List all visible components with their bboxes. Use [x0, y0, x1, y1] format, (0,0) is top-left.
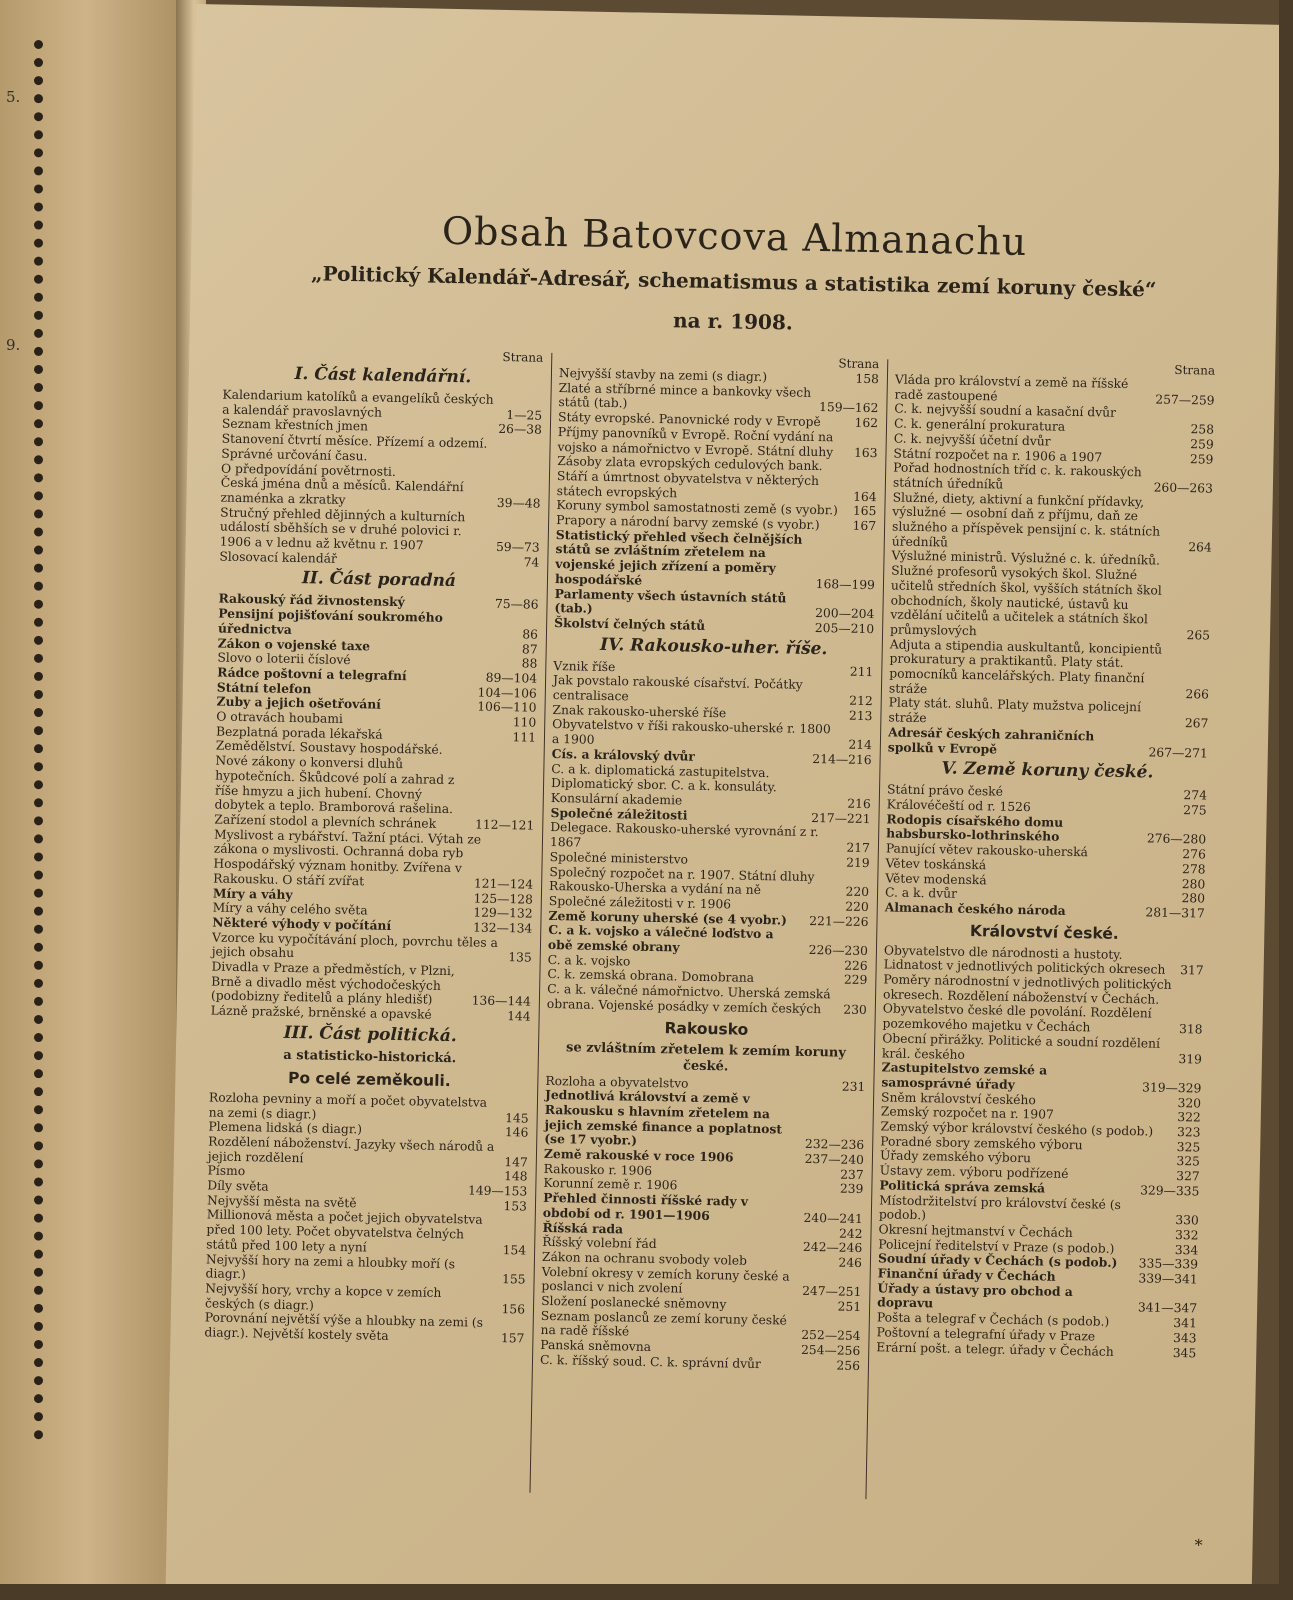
toc-entry-page: 164	[853, 489, 877, 504]
toc-entry-title: Zákon o vojenské taxe	[217, 635, 371, 654]
toc-entry-title: C. k. generální prokuratura	[893, 416, 1066, 434]
page-title: Obsah Batovcova Almanachu	[441, 208, 1028, 264]
toc-entry-title: Pořad hodnostních tříd c. k. rakouských státních úředníků	[892, 460, 1142, 492]
toc-entry-page: 104—106	[477, 685, 537, 701]
toc-entry-title: Státní rozpočet na r. 1906 a 1907	[893, 445, 1103, 464]
toc-list	[547, 659, 874, 1018]
toc-entry	[220, 505, 541, 555]
toc-entry-title: Poměry národnostní v jednotlivých politických okresech. Rozdělení náboženství v Čechách. Obyvatelstvo české dle povolání. Rozdělení pozemkového majetku v Čechách	[882, 972, 1172, 1035]
toc-entry-page: 232—236	[804, 1137, 865, 1153]
toc-entry	[206, 1208, 527, 1258]
toc-entry	[892, 490, 1213, 555]
toc-entry-title: Seznam křestních jmen	[221, 416, 369, 434]
toc-entry-title: Ústavy zem. výboru podřízené	[879, 1163, 1069, 1182]
toc-entry-title: Kalendarium katolíků a evangelíků českých a kalendář pravoslavných	[222, 387, 494, 420]
toc-entry-page: 257—259	[1155, 392, 1215, 408]
toc-entry-page: 237—240	[804, 1151, 865, 1168]
toc-entry-page: 275	[1183, 803, 1207, 818]
toc-entry-page: 214	[848, 737, 873, 753]
toc-entry-page: 341—347	[1137, 1300, 1198, 1316]
toc-entry-title: Školství čelných států	[554, 614, 706, 633]
toc-entry-title: Panující větev rakousko-uherská	[885, 841, 1089, 860]
toc-entry-title: Rádce poštovní a telegrafní	[217, 664, 407, 684]
toc-entry	[882, 972, 1203, 1037]
toc-entry-page: 213	[848, 708, 873, 723]
toc-entry-title: Díly světa	[207, 1178, 269, 1194]
toc-entry	[555, 528, 876, 593]
toc-entry-title: Státní právo české	[886, 782, 1004, 799]
toc-entry-page: 258	[1190, 422, 1215, 437]
toc-entry	[547, 982, 868, 1018]
toc-entry-title: Míry a váhy	[212, 884, 293, 902]
toc-list	[540, 1073, 866, 1373]
toc-entry-title: C. a k. dvůr	[884, 885, 958, 901]
page-year: na r. 1908.	[672, 308, 794, 335]
toc-entry-title: Poradné sbory zemského výboru	[880, 1134, 1083, 1152]
strana-label: Strana	[502, 349, 544, 365]
toc-entry-title: Pensijní pojišťování soukromého úřednictva	[217, 605, 444, 637]
toc-entry-page: 159—162	[818, 400, 879, 416]
toc-entry-page: 264	[1188, 539, 1212, 555]
section-heading: IV. Rakousko-uher. říše.	[599, 634, 828, 659]
toc-entry-title: Společné záležitosti	[550, 804, 688, 823]
toc-entry-title: Rakousko r. 1906	[543, 1161, 653, 1178]
toc-entry-title: C. k. nejvyšší účetní dvůr	[893, 431, 1051, 449]
toc-entry-title: Hospodářský význam honitby. Zvířena v Rakousku. O stáří zvířat	[213, 856, 463, 889]
toc-entry-title: Zákon na ochranu svobody voleb	[541, 1249, 748, 1268]
toc-entry-title: Delegace. Rakousko-uherské vyrovnání z r. 1867	[549, 820, 819, 850]
toc-list	[211, 592, 539, 1024]
toc-column-1	[204, 345, 543, 1347]
toc-entry-title: Panská sněmovna	[540, 1338, 652, 1355]
toc-entry-title: Platy stát. sluhů. Platy mužstva policejní stráže	[888, 695, 1142, 726]
toc-entry-title: Společné ministerstvo	[549, 849, 689, 867]
toc-column-2	[540, 351, 879, 1374]
toc-entry-page: 280	[1181, 891, 1206, 906]
page-edge	[0, 1584, 1293, 1600]
toc-entry-page: 267	[1184, 716, 1209, 731]
toc-entry-title: Stanovení čtvrtí měsíce. Přízemí a odzemí. Správné určování času.	[221, 431, 488, 464]
toc-entry-page: 89—104	[485, 670, 538, 686]
toc-entry-page: 247—251	[802, 1284, 862, 1300]
toc-entry-page: 276	[1182, 847, 1206, 862]
left-page-ornament	[8, 40, 43, 1440]
page-edge	[1279, 0, 1293, 1600]
toc-entry-title: Přehled činnosti říšské rady v období od r. 1901—1906	[542, 1190, 749, 1223]
strana-label: Strana	[1174, 362, 1216, 378]
toc-entry-page: 332	[1174, 1227, 1199, 1243]
toc-entry-title: Říšský volební řád	[542, 1235, 657, 1252]
toc-entry-page: 216	[847, 796, 871, 812]
toc-entry-page: 156	[501, 1301, 526, 1317]
toc-entry-page: 148	[503, 1169, 528, 1184]
toc-entry-title: Seznam poslanců ze zemí koruny české na radě říšské	[540, 1308, 788, 1340]
toc-entry-page: 322	[1177, 1110, 1201, 1125]
toc-entry-page: 265	[1186, 628, 1211, 643]
toc-entry-page: 240—241	[803, 1210, 863, 1226]
toc-entry-title: Slosovací kalendář	[219, 549, 337, 566]
toc-list	[554, 366, 879, 637]
toc-entry-page: 327	[1176, 1169, 1200, 1184]
toc-entry-page: 165	[852, 504, 877, 519]
toc-entry-title: O otravách houbami	[216, 709, 344, 727]
toc-entry-title: C. a k. diplomatická zastupitelstva. Diplomatický sbor. C. a k. konsuláty. Konsulární akademie	[550, 761, 777, 808]
toc-entry-page: 162	[854, 415, 879, 431]
toc-list	[876, 943, 1204, 1361]
group-heading: Království české.	[969, 921, 1119, 943]
toc-entry-page: 319	[1178, 1051, 1203, 1067]
toc-entry-title: Vláda pro království a země na říšské radě zastoupené	[894, 372, 1129, 404]
toc-entry-page: 345	[1172, 1345, 1197, 1361]
group-heading: Rakousko	[664, 1018, 749, 1039]
toc-entry-title: Rozloha pevniny a moří a počet obyvatelstva na zemi (s diagr.)	[208, 1090, 488, 1122]
toc-entry-page: 220	[845, 884, 870, 900]
toc-entry-page: 211	[849, 664, 874, 679]
strana-label: Strana	[838, 356, 880, 372]
toc-entry-title: Úřady zemského výboru	[879, 1148, 1032, 1166]
page-subtitle: „Politický Kalendář-Adresář, schematismus a statistika zemí koruny české“	[310, 261, 1157, 302]
toc-entry-page: 59—73	[495, 539, 540, 555]
toc-entry-title: Jednotlivá království a země v Rakousku s hlavním zřetelem na jejich zemské finance a poplatnost (se 17 vyobr.)	[544, 1087, 783, 1149]
toc-entry-page: 335—339	[1138, 1256, 1199, 1272]
toc-entry-page: 267—271	[1148, 745, 1208, 761]
toc-entry-page: 325	[1176, 1154, 1201, 1169]
footnote-mark: *	[1194, 1535, 1203, 1555]
toc-entry-page: 259	[1189, 451, 1214, 467]
toc-entry-page: 26—38	[498, 422, 543, 438]
toc-entry-page: 112—121	[474, 817, 535, 833]
toc-entry-page: 252—254	[801, 1328, 861, 1344]
toc-entry-title: Zemědělství. Soustavy hospodářské. Nové zákony o konversi dluhů hypotečních. Škůdcové polí a zahrad z říše hmyzu a jich hubení. Chovný dobytek a teplo. Bramborová rašelina. Zařízení stodol a plevních schránek	[214, 738, 455, 831]
toc-entry-title: Větev modenská	[885, 870, 987, 887]
toc-entry-title: Služné, diety, aktivní a funkční přídavky, výslužné — osobní daň z příjmu, daň ze služného a příspěvek pensijní c. k. státních úředníků	[891, 490, 1161, 550]
toc-entry-page: 144	[507, 1009, 531, 1024]
section-heading: I. Část kalendářní.	[294, 363, 472, 388]
toc-entry-title: Policejní ředitelství v Praze (s podob.)	[878, 1237, 1115, 1256]
toc-entry-title: Vzorce ku vypočítávání ploch, povrchu těles a jejich obsahu	[211, 930, 499, 961]
toc-entry-title: Porovnání největší výše a hloubky na zemi (s diagr.). Největší kostely světa	[204, 1310, 484, 1344]
toc-entry-page: 157	[500, 1331, 525, 1346]
toc-entry-title: Zemský rozpočet na r. 1907	[880, 1104, 1054, 1123]
toc-entry-title: Adresář českých zahraničních spolků v Evropě	[887, 724, 1095, 757]
toc-entry-title: Erární pošt. a telegr. úřady v Čechách	[876, 1339, 1114, 1359]
toc-entry-page: 147	[504, 1154, 528, 1170]
toc-entry-title: Koruny symbol samostatnosti země (s vyobr.)	[556, 498, 839, 518]
toc-entry-title: Země koruny uherské (se 4 vyobr.)	[548, 907, 788, 928]
toc-list	[204, 1090, 529, 1346]
toc-entry-title: Sněm království českého	[881, 1089, 1036, 1107]
toc-entry-page: 246	[838, 1255, 863, 1270]
toc-entry-title: Státy evropské. Panovnické rody v Evropě	[558, 410, 821, 430]
toc-entry-page: 153	[503, 1198, 528, 1214]
toc-entry-title: Finanční úřady v Čechách	[877, 1265, 1056, 1284]
toc-entry-page: 221—226	[809, 913, 869, 929]
toc-entry-page: 219	[846, 855, 870, 870]
toc-entry-title: Stručný přehled dějinných a kulturních událostí sběhších se v druhé polovici r. 1906 a v lednu až květnu r. 1907	[219, 505, 466, 553]
toc-entry	[888, 725, 1209, 761]
toc-entry-page: 226	[844, 958, 868, 973]
toc-entry-page: 276—280	[1146, 831, 1207, 847]
toc-entry-page: 230	[843, 1002, 867, 1017]
toc-entry-title: Soudní úřady v Čechách (s podob.)	[877, 1250, 1118, 1271]
toc-entry-title: Rozloha a obyvatelstvo	[545, 1073, 689, 1091]
toc-entry-page: 1—25	[506, 407, 543, 423]
toc-entry-title: C. a k. válečné námořnictvo. Uherská zemská obrana. Vojenské posádky v zemích českých	[546, 982, 831, 1017]
toc-entry-page: 155	[501, 1272, 526, 1287]
toc-entry-page: 239	[839, 1182, 864, 1197]
toc-entry-page: 154	[502, 1242, 527, 1258]
toc-entry-title: Obyvatelstvo dle národnosti a hustoty. Lidnatost v jednotlivých politických okresech	[883, 942, 1166, 978]
toc-entry-page: 158	[855, 371, 880, 387]
toc-entry-title: Myslivost a rybářství. Tažní ptáci. Výtah ze zákona o myslivosti. Ochranná doba ryb	[213, 827, 482, 861]
toc-entry-title: C. a k. vojsko a válečné loďstvo a obě zemské obrany	[547, 922, 774, 955]
toc-entry-title: C. k. nejvyšší soudní a kasační dvůr	[894, 401, 1117, 421]
toc-entry-page: 330	[1175, 1213, 1199, 1228]
toc-entry-title: Okresní hejtmanství v Čechách	[878, 1222, 1073, 1241]
toc-entry-title: Nejvyšší stavby na zemi (s diagr.)	[558, 366, 768, 385]
toc-entry-page: 334	[1174, 1242, 1199, 1258]
document-page	[165, 4, 1281, 1600]
toc-entry-title: Výslužné ministrů. Výslužné c. k. úředníků. Služné profesorů vysokých škol. Služné učitelů středních škol, vyšších státních škol obchodních, školy nautické, ústavů ku vzdělání učitelů a učitelek a státních škol průmyslových	[889, 548, 1162, 639]
toc-entry-page: 146	[504, 1125, 529, 1140]
toc-entry-title: Jak povstalo rakouské císařství. Počátky centralisace	[552, 673, 803, 704]
toc-entry-title: Rodopis císařského domu habsbursko-lothrinského	[886, 811, 1064, 845]
toc-entry-page: 317	[1180, 963, 1204, 978]
toc-entry-title: Volební okresy v zemích koruny české a poslanci v nich zvolení	[541, 1264, 790, 1296]
toc-entry-title: Země rakouské v roce 1906	[543, 1145, 734, 1165]
toc-entry-page: 320	[1177, 1095, 1202, 1111]
section-heading: III. Část politická.	[283, 1022, 457, 1047]
toc-entry-title: Slovo o loterii číslové	[217, 650, 351, 668]
toc-entry-page: 242—246	[802, 1240, 863, 1256]
toc-entry-page: 318	[1178, 1022, 1203, 1037]
toc-entry-title: Rakouský řád živnostenský	[218, 590, 405, 610]
toc-entry-title: Vznik říše	[553, 658, 616, 674]
toc-entry-title: Plemena lidská (s diagr.)	[208, 1119, 363, 1137]
toc-entry-page: 256	[836, 1358, 861, 1373]
toc-entry-title: Zemský výbor království českého (s podob.)	[880, 1119, 1154, 1139]
toc-entry-title: Zuby a jejich ošetřování	[216, 693, 382, 713]
toc-entry-title: Místodržitelství pro království české (s podob.)	[878, 1192, 1122, 1223]
toc-entry-page: 231	[841, 1079, 866, 1094]
toc-entry-page: 86	[522, 627, 539, 642]
section-subheading: a statisticko-historická.	[283, 1047, 457, 1067]
toc-entry-page: 281—317	[1145, 905, 1205, 921]
toc-entry-title: Společný rozpočet na r. 1907. Státní dluhy Rakousko-Uherska a vydání na ně	[548, 864, 815, 898]
section-subheading: se zvláštním zřetelem k zemím koruny české.	[565, 1039, 847, 1074]
toc-entry-page: 343	[1172, 1330, 1197, 1346]
toc-entry-title: Nejvyšší hory na zemi a hloubky moří (s diagr.)	[205, 1251, 456, 1282]
toc-entry-page: 254—256	[800, 1343, 861, 1359]
toc-entry-page: 266	[1185, 686, 1210, 702]
toc-entry-page: 329—335	[1140, 1183, 1200, 1199]
toc-entry-title: Zásoby zlata evropských cedulových bank. Stáří a úmrtnost obyvatelstva v některých státech evropských	[556, 454, 823, 500]
group-heading: Po celé zeměkouli.	[287, 1068, 451, 1090]
toc-entry-page: 205—210	[814, 620, 875, 637]
toc-entry	[214, 739, 536, 833]
toc-entry-page: 125—128	[473, 890, 534, 907]
toc-entry-title: Almanach českého národa	[884, 899, 1066, 918]
toc-entry	[551, 762, 872, 812]
toc-entry-title: Úřady a ústavy pro obchod a dopravu	[877, 1280, 1073, 1311]
toc-entry-title: Politická správa zemská	[879, 1177, 1046, 1196]
toc-list	[885, 783, 1207, 921]
section-heading: V. Země koruny české.	[941, 758, 1154, 783]
toc-entry-page: 319—329	[1141, 1080, 1202, 1096]
toc-entry-title: Některé výhody v počítání	[212, 914, 392, 933]
toc-entry-page: 149—153	[467, 1183, 528, 1199]
toc-entry-page: 132—134	[472, 920, 533, 936]
toc-entry-page: 212	[849, 693, 873, 709]
toc-entry-title: Nejvyšší hory, vrchy a kopce v zemích českých (s diagr.)	[204, 1281, 442, 1313]
toc-entry-title: Zastupitelstvo zemské a samosprávné úřady	[881, 1059, 1048, 1092]
toc-entry-title: Divadla v Praze a předměstích, v Plzni, Brně a divadlo měst východočeských (podobizny ředitelů a plány hledišť)	[210, 959, 455, 1008]
toc-entry-page: 200—204	[815, 606, 875, 622]
toc-entry-title: C. k. zemská obrana. Domobrana	[547, 967, 755, 986]
toc-entry-page: 168—199	[815, 576, 876, 592]
toc-entry-title: Lázně pražské, brněnské a opavské	[210, 1003, 432, 1022]
toc-entry-page: 106—110	[477, 699, 537, 716]
toc-entry-page: 229	[843, 973, 868, 988]
toc-entry	[890, 549, 1212, 643]
toc-entry-title: Míry a váhy celého světa	[212, 900, 368, 918]
toc-entry-page: 217	[846, 840, 871, 856]
toc-entry-title: C. k. říšský soud. C. k. správní dvůr	[539, 1352, 762, 1371]
toc-entry-title: O předpovídání povětrnosti.	[220, 461, 396, 479]
left-page-mark: 9.	[6, 336, 21, 354]
toc-entry-page: 145	[505, 1110, 529, 1126]
toc-entry-page: 110	[512, 715, 537, 730]
toc-entry-title: Královéčeští od r. 1526	[886, 797, 1031, 815]
toc-entry-title: Složení poslanecké sněmovny	[541, 1293, 727, 1312]
toc-entry-title: Státní telefon	[216, 679, 312, 696]
toc-entry-page: 75—86	[494, 597, 539, 613]
toc-entry-title: Millionová města a počet jejich obyvatelstva před 100 lety. Počet obyvatelstva čelných států před 100 lety a nyní	[206, 1207, 483, 1255]
toc-entry-page: 163	[853, 445, 878, 460]
toc-entry	[211, 959, 532, 1009]
toc-entry-title: Nejvyšší města na světě	[206, 1193, 357, 1211]
toc-column-3	[876, 357, 1215, 1360]
toc-entry-title: Příjmy panovníků v Evropě. Roční vydání na vojsko a námořnictvo v Evropě. Státní dluhy	[557, 424, 834, 459]
toc-entry-title: Parlamenty všech ústavních států (tab.)	[554, 585, 787, 616]
toc-entry-page: 111	[512, 729, 537, 745]
toc-entry-title: Korunní země r. 1906	[543, 1176, 678, 1193]
toc-entry-page: 237	[840, 1167, 864, 1182]
toc-entry-page: 129—132	[473, 905, 533, 921]
toc-entry-page: 325	[1176, 1139, 1201, 1155]
toc-entry-page: 217—221	[811, 810, 871, 826]
toc-entry-page: 274	[1183, 788, 1208, 803]
toc-entry-title: Zlaté a stříbrné mince a bankovky všech států (tab.)	[558, 380, 812, 411]
toc-entry-page: 259	[1190, 436, 1214, 452]
toc-entry-title: Adjuta a stipendia auskultantů, koncipientů prokuratury a praktikantů. Platy stát. pomocníků kancelářských. Platy finanční stráže	[888, 637, 1163, 696]
toc-entry-title: Říšská rada	[542, 1219, 624, 1236]
toc-entry-title: Větev toskánská	[885, 856, 987, 873]
toc-entry-page: 242	[838, 1226, 863, 1241]
toc-entry-page: 135	[508, 950, 532, 965]
toc-entry-title: Prapory a národní barvy zemské (s vyobr.)	[556, 513, 820, 533]
toc-entry-page: 226—230	[808, 942, 869, 959]
toc-entry-page: 278	[1181, 861, 1206, 877]
toc-entry-title: Česká jména dnů a měsíců. Kalendářní znaménka a zkratky	[220, 475, 464, 507]
toc-entry-page: 280	[1181, 876, 1206, 892]
left-page-mark: 5.	[6, 88, 21, 106]
toc-list	[888, 372, 1215, 760]
toc-entry-title: Pošta a telegraf v Čechách (s podob.)	[876, 1310, 1110, 1329]
toc-entry-page: 74	[523, 555, 540, 570]
toc-entry-page: 87	[521, 641, 538, 657]
toc-entry-title: Písmo	[207, 1163, 246, 1179]
toc-entry-title: C. a k. vojsko	[547, 952, 631, 969]
toc-entry-page: 39—48	[496, 495, 541, 511]
toc-entry-title: Společné záležitosti v r. 1906	[548, 893, 732, 912]
toc-entry-title: Rozdělení náboženství. Jazyky všech národů a jejich rozdělení	[207, 1134, 495, 1165]
toc-entry-page: 167	[852, 518, 877, 534]
toc-entry	[544, 1088, 865, 1153]
toc-entry-title: Statistický přehled všech čelnějších států se zvláštním zřetelem na vojenské jejich zřízení a poměry hospodářské	[554, 526, 803, 588]
toc-list	[219, 388, 542, 571]
toc-entry-page: 341	[1173, 1316, 1197, 1331]
toc-entry-title: Obyvatelstvo v říši rakousko-uherské r. 1800 a 1900	[551, 717, 831, 747]
toc-entry-title: Obecní přirážky. Politické a soudní rozdělení král. českého	[881, 1031, 1161, 1062]
toc-entry-title: Poštovní a telegrafní úřady v Praze	[876, 1325, 1096, 1344]
toc-entry-page: 88	[521, 656, 538, 671]
toc-entry	[557, 454, 878, 504]
toc-entry-page: 260—263	[1153, 480, 1214, 496]
toc-entry-page: 214—216	[812, 751, 872, 767]
toc-entry	[889, 637, 1210, 702]
left-page	[0, 0, 190, 1600]
toc-entry-title: Znak rakousko-uherské říše	[552, 702, 727, 721]
toc-entry-title: Cís. a královský dvůr	[551, 745, 696, 764]
section-heading: II. Část poradná	[301, 568, 457, 592]
toc-entry-title: Bezplatná porada lékařská	[215, 724, 383, 742]
toc-entry-page: 121—124	[473, 876, 534, 892]
toc-entry-page: 339—341	[1138, 1271, 1198, 1287]
toc-entry-page: 323	[1176, 1125, 1201, 1140]
toc-entry-page: 251	[837, 1299, 862, 1315]
toc-entry	[204, 1311, 525, 1347]
toc-entry-page: 136—144	[471, 993, 532, 1010]
toc-entry-page: 220	[845, 899, 869, 914]
